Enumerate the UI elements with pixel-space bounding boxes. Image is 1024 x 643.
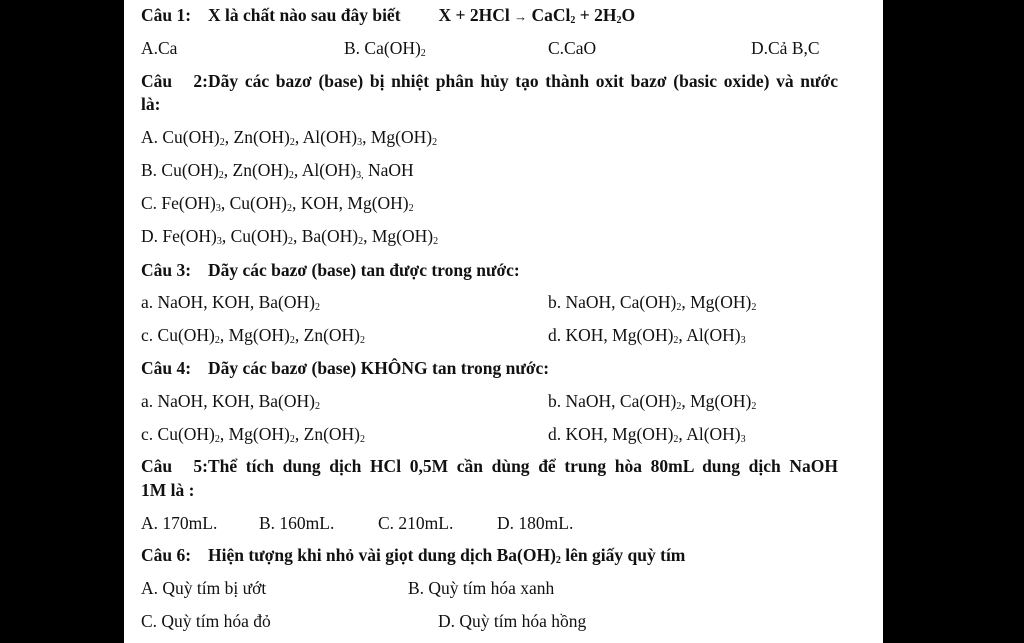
question-6 <box>141 544 685 566</box>
question-4 <box>141 357 549 379</box>
question-6-label: Câu 6: <box>141 545 192 565</box>
question-1-text: X là chất nào sau đây biết <box>208 5 401 25</box>
q5-option-a: A. 170mL. <box>141 513 218 533</box>
q1-option-b: B. $Ca(OH)_2$ <box>344 38 426 59</box>
question-4-label: Câu 4: <box>141 358 192 378</box>
q3-option-d: d. KOH, $Mg(OH)_2$, $Al(OH)_3$ <box>548 325 746 346</box>
question-1-equation: X + 2HCl → CaCl$_2$ + $2H_2O$ <box>438 5 636 26</box>
q1-option-d: D.Cả B,C <box>751 38 820 58</box>
q4-option-b: b. NaOH, $Ca(OH)_2$, $Mg(OH)_2$ <box>548 391 757 412</box>
q2-option-a: A. $Cu(OH)_2$, $Zn(OH)_2$, $Al(OH)_3$, $Mg(OH)_2$ <box>141 127 438 148</box>
q4-option-d: d. KOH, $Mg(OH)_2$, $Al(OH)_3$ <box>548 424 746 445</box>
document-page <box>124 0 883 643</box>
q6-option-d: D. Quỳ tím hóa hồng <box>438 611 587 631</box>
q4-option-a: a. NaOH, KOH, $Ba(OH)_2$ <box>141 391 320 412</box>
question-6-text: Hiện tượng khi nhỏ vài giọt dung dịch $Ba(OH)_2$ lên giấy quỳ tím <box>208 545 686 566</box>
q1-option-c: C.CaO <box>548 38 597 58</box>
reaction-arrow-icon: → <box>514 9 528 24</box>
question-3-text: Dãy các bazơ (base) tan được trong nước: <box>208 260 520 280</box>
question-5 <box>141 455 838 477</box>
q3-option-a: a. NaOH, KOH, $Ba(OH)_2$ <box>141 292 320 313</box>
question-5-label: Câu 5: <box>141 456 208 476</box>
question-3 <box>141 259 520 281</box>
q6-option-c: C. Quỳ tím hóa đỏ <box>141 611 271 631</box>
question-1-label: Câu 1: <box>141 5 192 25</box>
q1-option-a: A.Ca <box>141 38 178 58</box>
q5-option-b: B. 160mL. <box>259 513 335 533</box>
q6-option-a: A. Quỳ tím bị ướt <box>141 578 267 598</box>
q5-option-d: D. 180mL. <box>497 513 574 533</box>
q2-option-b: B. $Cu(OH)_2$, $Zn(OH)_2$, $Al(OH)_{3,}$ NaOH <box>141 160 414 181</box>
question-3-label: Câu 3: <box>141 260 192 280</box>
question-1 <box>141 4 635 28</box>
question-5-text-cont: 1M là : <box>141 480 195 500</box>
q2-option-d: D. $Fe(OH)_3$, $Cu(OH)_2$, $Ba(OH)_2$, $Mg(OH)_2$ <box>141 226 439 247</box>
question-4-text: Dãy các bazơ (base) KHÔNG tan trong nước: <box>208 358 550 378</box>
q6-option-b: B. Quỳ tím hóa xanh <box>408 578 555 598</box>
question-2-text-cont: là: <box>141 94 161 114</box>
question-2-text: Dãy các bazơ (base) bị nhiệt phân hủy tạo thành oxit bazơ (basic oxide) và nước <box>208 71 838 91</box>
q2-option-c: C. $Fe(OH)_3$, $Cu(OH)_2$, KOH, $Mg(OH)_2$ <box>141 193 414 214</box>
q4-option-c: c. $Cu(OH)_2$, $Mg(OH)_2$, $Zn(OH)_2$ <box>141 424 365 445</box>
question-5-text: Thể tích dung dịch HCl 0,5M cần dùng để trung hòa 80mL dung dịch NaOH <box>208 456 838 476</box>
q5-option-c: C. 210mL. <box>378 513 454 533</box>
q3-option-c: c. $Cu(OH)_2$, $Mg(OH)_2$, $Zn(OH)_2$ <box>141 325 365 346</box>
question-2 <box>141 70 838 92</box>
question-2-label: Câu 2: <box>141 71 208 91</box>
q3-option-b: b. NaOH, $Ca(OH)_2$, $Mg(OH)_2$ <box>548 292 757 313</box>
